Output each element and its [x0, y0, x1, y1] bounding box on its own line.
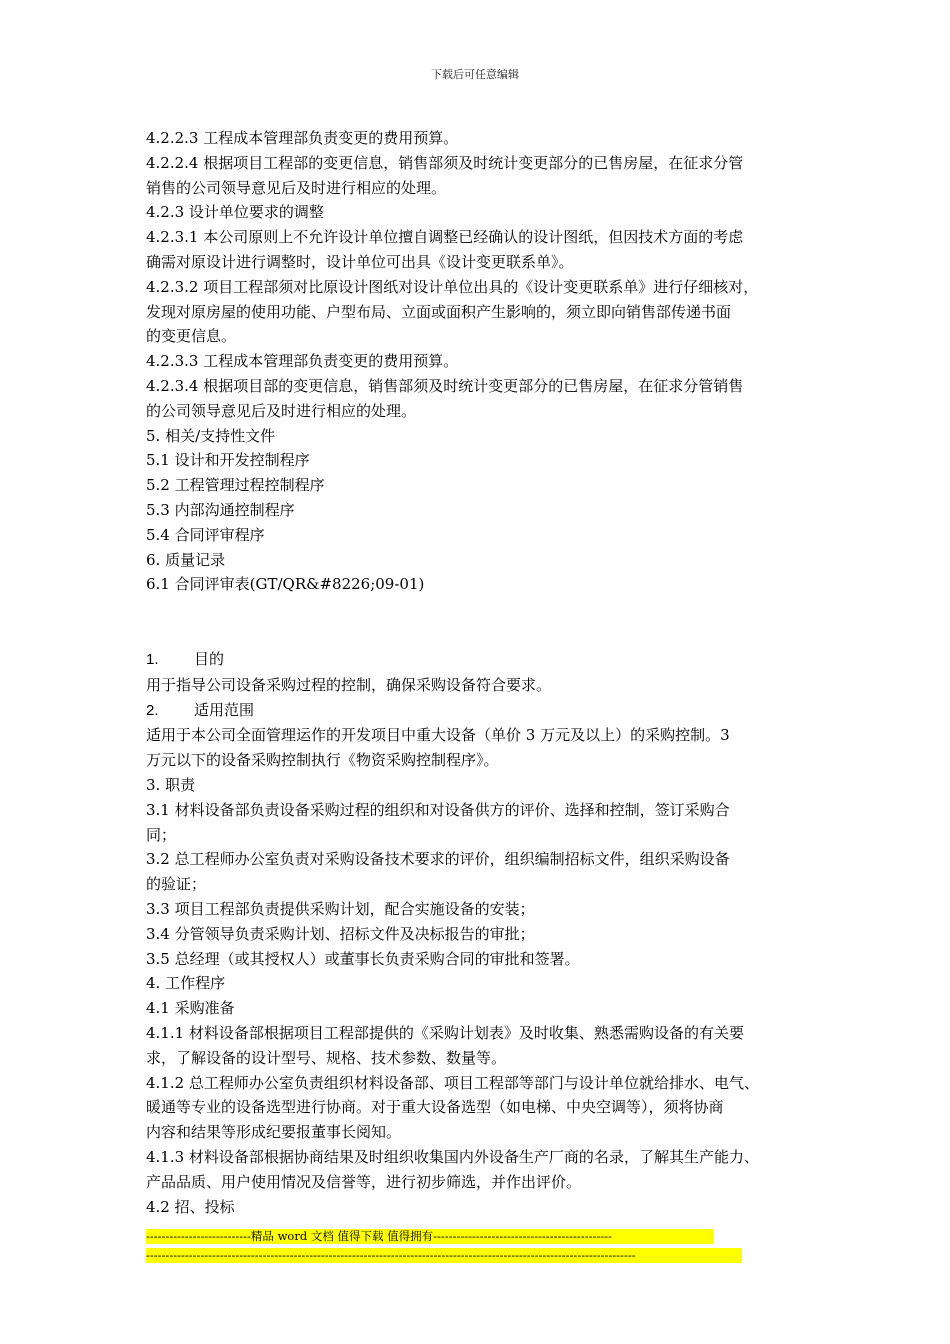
- text-line: 4.1.1 材料设备部根据项目工程部提供的《采购计划表》及时收集、熟悉需购设备的有关要: [146, 1023, 744, 1042]
- document-part-1: [146, 126, 816, 597]
- text-line: 6. 质量记录: [146, 550, 226, 569]
- page-header: 下载后可任意编辑: [431, 68, 519, 81]
- text-line: 4.2.3.2 项目工程部须对比原设计图纸对设计单位出具的《设计变更联系单》进行仔细核对，: [146, 277, 759, 296]
- text-line: 的变更信息。: [146, 327, 237, 346]
- section-title: 目的: [194, 650, 225, 668]
- footer-banner: [146, 1229, 742, 1267]
- text-line: 适用于本公司全面管理运作的开发项目中重大设备（单价 3 万元及以上）的采购控制。3: [146, 726, 730, 745]
- text-line: 发现对原房屋的使用功能、户型布局、立面或面积产生影响的，须立即向销售部传递书面: [146, 302, 732, 321]
- text-line: 4.2.2.3 工程成本管理部负责变更的费用预算。: [146, 129, 459, 147]
- text-line: 求，了解设备的设计型号、规格、技术参数、数量等。: [146, 1048, 507, 1067]
- text-line: 3.3 项目工程部负责提供采购计划，配合实施设备的安装；: [146, 899, 535, 918]
- section-heading-scope: [146, 698, 816, 724]
- section-title: 适用范围: [194, 700, 255, 719]
- text-line: 4. 工作程序: [146, 974, 226, 993]
- text-line: 3.5 总经理（或其授权人）或董事长负责采购合同的审批和签署。: [146, 949, 580, 968]
- section-number: 1.: [146, 651, 159, 668]
- document-part-2: [146, 647, 816, 1219]
- text-line: 同；: [146, 825, 177, 844]
- text-line: 确需对原设计进行调整时，设计单位可出具《设计变更联系单》。: [146, 252, 574, 271]
- footer-line: ------------------------------------------------------------------------------------------------------------------------------: [146, 1248, 742, 1263]
- text-line: 用于指导公司设备采购过程的控制，确保采购设备符合要求。: [146, 675, 552, 694]
- text-line: 万元以下的设备采购控制执行《物资采购控制程序》。: [146, 751, 499, 770]
- footer-line: ---------------------------精品 word 文档 值得下载 值得拥有----------------------------------------------: [146, 1229, 714, 1244]
- text-line: 5.1 设计和开发控制程序: [146, 451, 310, 470]
- text-line: 4.2.3.3 工程成本管理部负责变更的费用预算。: [146, 352, 459, 371]
- text-line: 3.4 分管领导负责采购计划、招标文件及决标报告的审批；: [146, 924, 535, 943]
- text-line: 4.2.3 设计单位要求的调整: [146, 203, 324, 222]
- text-line: 的验证；: [146, 875, 207, 894]
- text-line: 5. 相关/支持性文件: [146, 426, 276, 445]
- text-line: 暖通等专业的设备选型进行协商。对于重大设备选型（如电梯、中央空调等），须将协商: [146, 1098, 724, 1117]
- text-line: 5.3 内部沟通控制程序: [146, 500, 295, 519]
- text-line: 4.1.3 材料设备部根据协商结果及时组织收集国内外设备生产厂商的名录，了解其生产能力、: [146, 1147, 759, 1166]
- section-number: 2.: [146, 701, 159, 719]
- text-line: 3.2 总工程师办公室负责对采购设备技术要求的评价，组织编制招标文件，组织采购设备: [146, 850, 730, 869]
- text-line: 4.2.3.1 本公司原则上不允许设计单位擅自调整已经确认的设计图纸，但因技术方面的考虑: [146, 228, 744, 247]
- text-line: 4.1 采购准备: [146, 999, 235, 1018]
- text-line: 内容和结果等形成纪要报董事长阅知。: [146, 1123, 402, 1142]
- text-line: 4.2.2.4 根据项目工程部的变更信息，销售部须及时统计变更部分的已售房屋，在征求分管: [146, 153, 744, 172]
- text-line: 3.1 材料设备部负责设备采购过程的组织和对设备供方的评价、选择和控制，签订采购合: [146, 800, 730, 819]
- text-line: 4.2.3.4 根据项目部的变更信息，销售部须及时统计变更部分的已售房屋，在征求分管销售: [146, 376, 744, 395]
- text-line: 产品品质、用户使用情况及信誉等，进行初步筛选，并作出评价。: [146, 1172, 582, 1191]
- text-line: 3. 职责: [146, 775, 196, 794]
- text-line: 4.2 招、投标: [146, 1197, 235, 1216]
- text-line: 6.1 合同评审表(GT/QR&#8226;09-01): [146, 575, 425, 594]
- text-line: 的公司领导意见后及时进行相应的处理。: [146, 401, 417, 420]
- text-line: 4.1.2 总工程师办公室负责组织材料设备部、项目工程部等部门与设计单位就给排水、电气、: [146, 1073, 759, 1092]
- text-line: 销售的公司领导意见后及时进行相应的处理。: [146, 178, 447, 197]
- text-line: 5.4 合同评审程序: [146, 525, 265, 544]
- text-line: 5.2 工程管理过程控制程序: [146, 476, 325, 495]
- section-heading-purpose: [146, 647, 816, 673]
